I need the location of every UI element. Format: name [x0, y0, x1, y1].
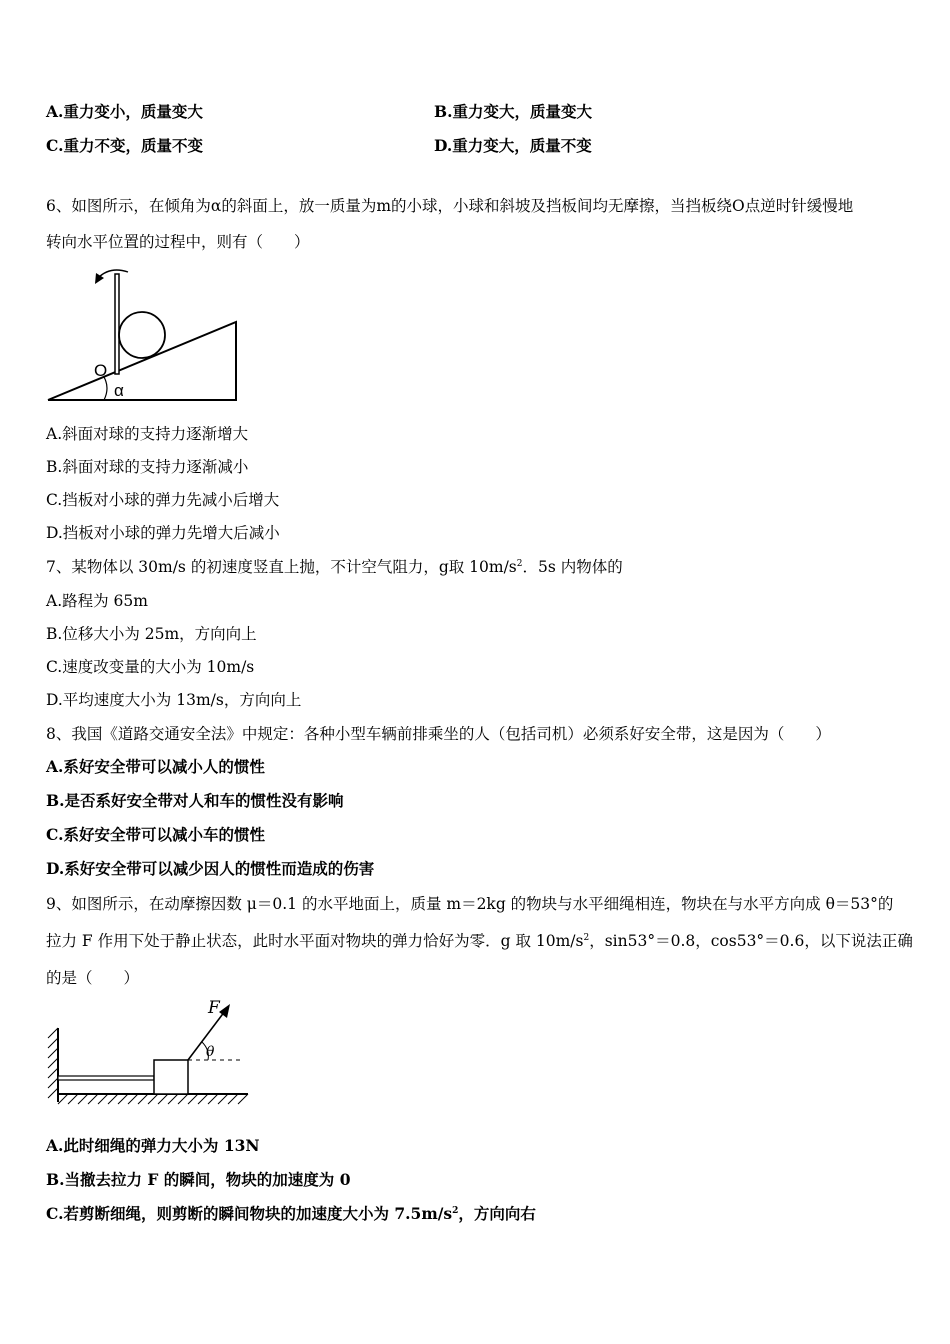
q9-option-c [46, 1204, 536, 1224]
rotation-arrow [98, 270, 128, 278]
q7-stem-main: 7、某物体以 30m/s 的初速度竖直上抛，不计空气阻力，g取 10m/s [46, 558, 517, 576]
q9-option-c-main: C.若剪断细绳，则剪断的瞬间物块的加速度大小为 7.5m/s [46, 1204, 453, 1223]
angle-arc [104, 377, 107, 400]
ball [119, 312, 165, 358]
q7-option-d: D.平均速度大小为 13m/s，方向向上 [46, 691, 302, 709]
q8-option-c: C.系好安全带可以减小车的惯性 [46, 825, 265, 844]
point-o-label: O [94, 361, 108, 380]
q6-stem-line1: 6、如图所示，在倾角为α的斜面上，放一质量为m的小球，小球和斜坡及挡板间均无摩擦，当挡板绕O点逆时针缓慢地 [46, 197, 854, 215]
q8-option-b: B.是否系好安全带对人和车的惯性没有影响 [46, 791, 344, 810]
q7-option-a: A.路程为 65m [46, 592, 148, 610]
q7-option-b: B.位移大小为 25m，方向向上 [46, 625, 257, 643]
q9-stem-line3: 的是（ ） [46, 969, 140, 987]
theta-label: θ [206, 1044, 215, 1060]
q9-option-b: B.当撤去拉力 F 的瞬间，物块的加速度为 0 [46, 1170, 351, 1189]
q9-block-figure [44, 994, 254, 1112]
rope [58, 1076, 154, 1080]
q9-stem-line1: 9、如图所示，在动摩擦因数 μ＝0.1 的水平地面上，质量 m＝2kg 的物块与水平细绳相连，物块在与水平方向成 θ＝53°的 [46, 895, 894, 913]
q6-option-d: D.挡板对小球的弹力先增大后减小 [46, 524, 280, 542]
q9-stem-line2-sup: 2 [583, 932, 590, 943]
ground-hatching [58, 1094, 248, 1104]
q9-stem-line2-main: 拉力 F 作用下处于静止状态，此时水平面对物块的弹力恰好为零．g 取 10m/s [46, 932, 584, 950]
q6-stem-line2: 转向水平位置的过程中，则有（ ） [46, 233, 310, 251]
q5-option-b: B.重力变大，质量变大 [434, 102, 592, 121]
q9-stem-line2-tail: ，sin53°＝0.8，cos53°＝0.6，以下说法正确 [589, 932, 913, 950]
incline-triangle [48, 322, 236, 400]
q7-stem [46, 557, 623, 577]
q8-option-d: D.系好安全带可以减少因人的惯性而造成的伤害 [46, 859, 375, 878]
q6-option-a: A.斜面对球的支持力逐渐增大 [46, 425, 249, 443]
q6-option-c: C.挡板对小球的弹力先减小后增大 [46, 491, 280, 509]
q6-option-b: B.斜面对球的支持力逐渐减小 [46, 458, 249, 476]
q9-option-c-sup: 2 [452, 1205, 459, 1216]
force-label: F [208, 998, 220, 1018]
q5-option-c: C.重力不变，质量不变 [46, 136, 203, 155]
q9-stem-line2 [46, 931, 913, 951]
q8-stem: 8、我国《道路交通安全法》中规定：各种小型车辆前排乘坐的人（包括司机）必须系好安全带，这是因为（ ） [46, 725, 831, 743]
q7-option-c: C.速度改变量的大小为 10m/s [46, 658, 255, 676]
q7-stem-tail: ．5s 内物体的 [522, 558, 623, 576]
q6-incline-figure [44, 264, 244, 406]
q9-option-c-tail: ，方向向右 [458, 1204, 536, 1223]
q9-option-a: A.此时细绳的弹力大小为 13N [46, 1136, 260, 1155]
alpha-label: α [114, 381, 124, 400]
q7-stem-sup: 2 [516, 558, 523, 569]
q5-option-d: D.重力变大，质量不变 [434, 136, 592, 155]
q5-option-a: A.重力变小，质量变大 [46, 102, 203, 121]
q8-option-a: A.系好安全带可以减小人的惯性 [46, 757, 265, 776]
wall-hatching [48, 1028, 58, 1098]
block [154, 1060, 188, 1094]
barrier-board [115, 274, 119, 374]
